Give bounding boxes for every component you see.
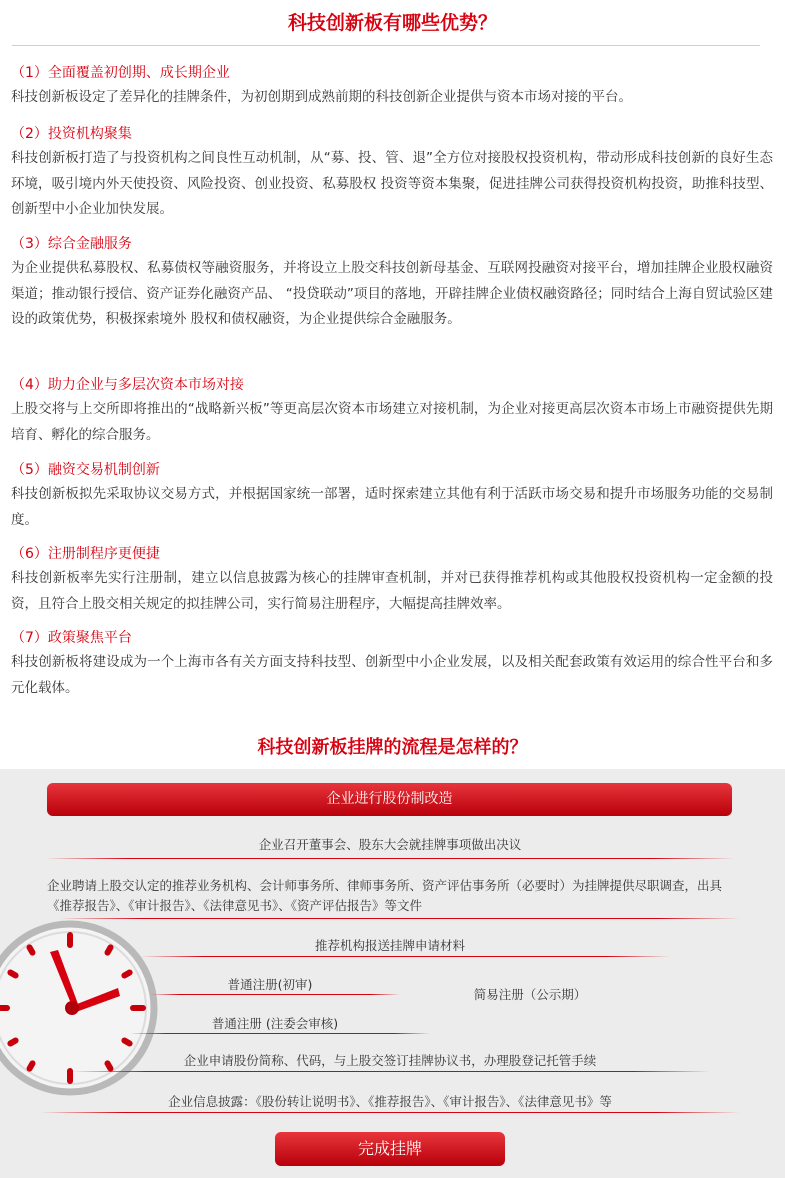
step-divider bbox=[130, 1033, 430, 1034]
section-2-body: 科技创新板打造了与投资机构之间良性互动机制，从“募、投、管、退”全方位对接股权投资机构，带动形成科技创新的良好生态环境，吸引境内外天使投资、风险投资、创业投资、私募股权 投资等资本集聚，促进挂牌公司获得投资机构投资，助推科技型、创新型中小企业加快发展。 bbox=[11, 150, 773, 217]
step-divider bbox=[40, 1112, 740, 1113]
step-hire-institutions: 企业聘请上股交认定的推荐业务机构、会计师事务所、律师事务所、资产评估事务所（必要时）为挂牌提供尽职调查，出具《推荐报告》、《审计报告》、《法律意见书》、《资产评估报告》等文件 bbox=[47, 878, 723, 913]
section-1-body: 科技创新板设定了差异化的挂牌条件，为初创期到成熟前期的科技创新企业提供与资本市场对接的平台。 bbox=[11, 89, 632, 105]
section-6-heading: （6）注册制程序更便捷 bbox=[11, 546, 160, 562]
section-1-heading: （1）全面覆盖初创期、成长期企业 bbox=[11, 65, 230, 81]
step-simple-registration: 简易注册（公示期） bbox=[473, 987, 587, 1002]
title-divider bbox=[12, 45, 760, 46]
section-5-heading: （5）融资交易机制创新 bbox=[11, 462, 160, 478]
step-divider bbox=[140, 956, 670, 957]
step-divider bbox=[70, 1071, 710, 1072]
step-regular-registration-committee: 普通注册 (注委会审核) bbox=[211, 1016, 339, 1031]
step-divider bbox=[150, 994, 400, 995]
step-board-resolution: 企业召开董事会、股东大会就挂牌事项做出决议 bbox=[258, 837, 522, 852]
step-information-disclosure: 企业信息披露：《股份转让说明书》、《推荐报告》、《审计报告》、《法律意见书》等 bbox=[168, 1094, 612, 1109]
advantages-title: 科技创新板有哪些优势？ bbox=[287, 12, 497, 34]
section-5-body: 科技创新板拟先采取协议交易方式，并根据国家统一部署，适时探索建立其他有利于活跃市场交易和提升市场服务功能的交易制度。 bbox=[11, 486, 773, 528]
step-submit-application: 推荐机构报送挂牌申请材料 bbox=[314, 938, 465, 953]
step-divider bbox=[60, 918, 740, 919]
start-step-banner: 企业进行股份制改造 bbox=[47, 783, 732, 816]
section-7-heading: （7）政策聚焦平台 bbox=[11, 630, 132, 646]
section-3-heading: （3）综合金融服务 bbox=[11, 236, 132, 252]
process-title: 科技创新板挂牌的流程是怎样的？ bbox=[257, 737, 528, 758]
step-regular-registration-initial: 普通注册(初审) bbox=[227, 977, 313, 992]
step-apply-stock-code: 企业申请股份简称、代码，与上股交签订挂牌协议书，办理股登记托管手续 bbox=[183, 1053, 597, 1068]
step-divider bbox=[45, 858, 735, 859]
end-step-banner: 完成挂牌 bbox=[275, 1132, 505, 1166]
section-2-heading: （2）投资机构聚集 bbox=[11, 126, 132, 142]
section-6-body: 科技创新板率先实行注册制，建立以信息披露为核心的挂牌审查机制，并对已获得推荐机构或其他股权投资机构一定金额的投资，且符合上股交相关规定的拟挂牌公司，实行简易注册程序，大幅提高挂牌效率。 bbox=[11, 570, 773, 612]
section-4-heading: （4）助力企业与多层次资本市场对接 bbox=[11, 377, 244, 393]
section-3-body: 为企业提供私募股权、私募债权等融资服务，并将设立上股交科技创新母基金、互联网投融资对接平台，增加挂牌企业股权融资渠道；推动银行授信、资产证券化融资产品、 “投贷联动”项目的落地，开辟挂牌企业债权融资路径；同时结合上海自贸试验区建设的政策优势，积极探索境外 股权和债权融资，为企业提供综合金融服务。 bbox=[11, 260, 773, 327]
section-4-body: 上股交将与上交所即将推出的“战略新兴板”等更高层次资本市场建立对接机制，为企业对接更高层次资本市场上市融资提供先期培育、孵化的综合服务。 bbox=[11, 401, 773, 443]
section-7-body: 科技创新板将建设成为一个上海市各有关方面支持科技型、创新型中小企业发展，以及相关配套政策有效运用的综合性平台和多元化载体。 bbox=[11, 654, 773, 696]
